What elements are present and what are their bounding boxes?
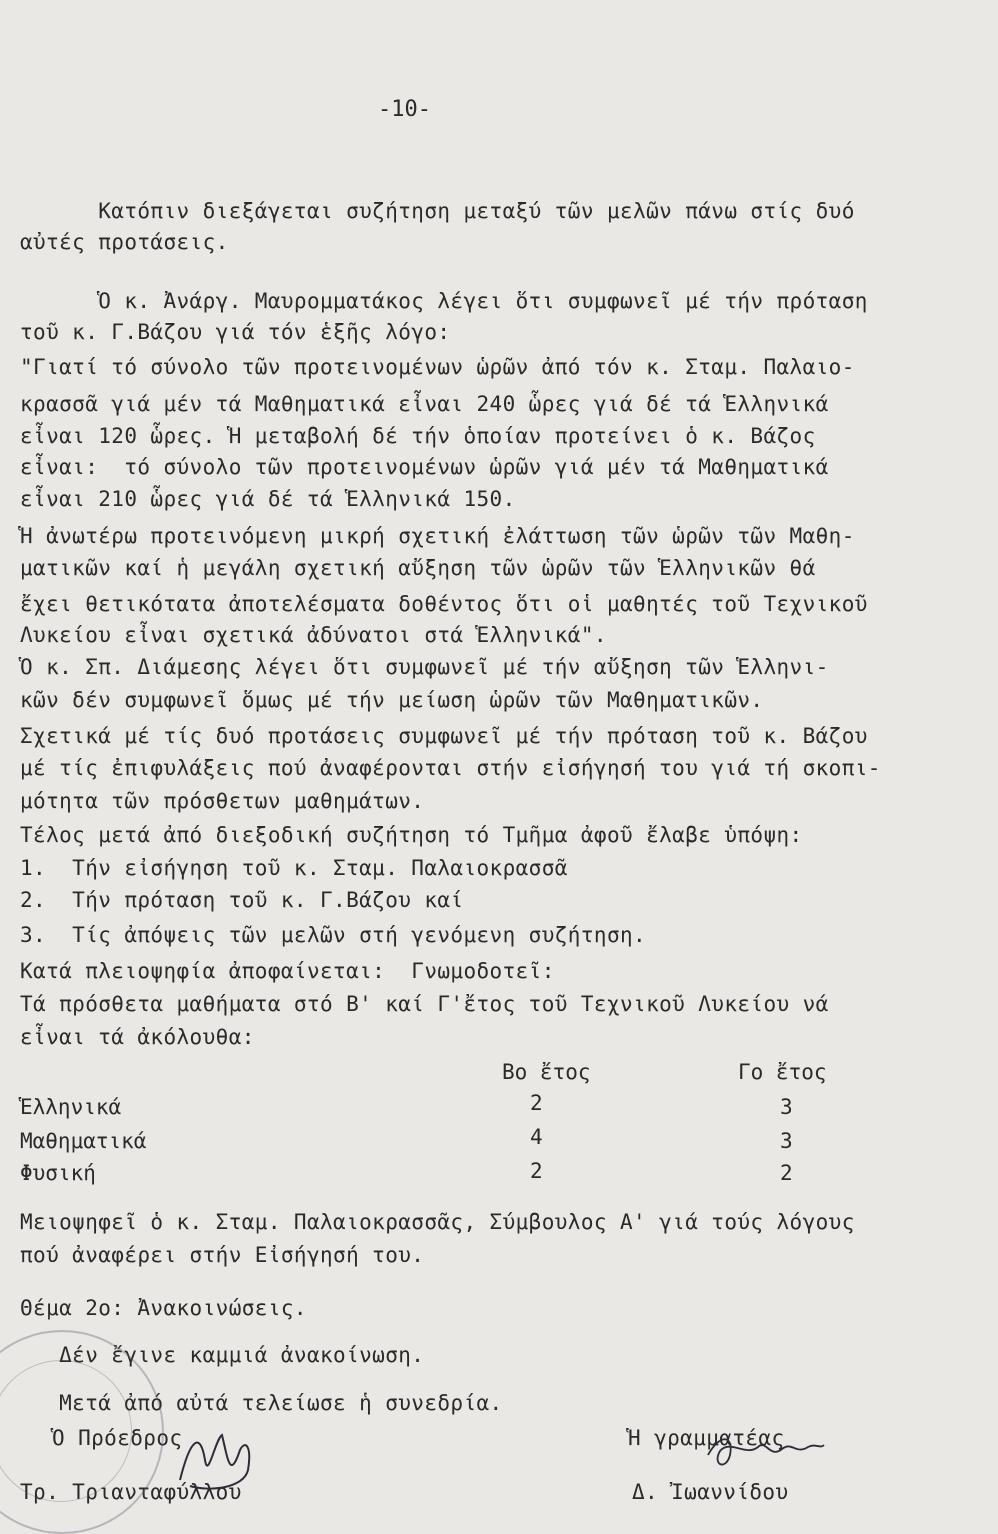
text-line: Σχετικά μέ τίς δυό προτάσεις συμφωνεῖ μέ τήν πρόταση τοῦ κ. Βάζου [20,724,868,748]
row-b-value: 2 [530,1091,543,1115]
text-line: Τέλος μετά ἀπό διεξοδική συζήτηση τό Τμῆμα ἀφοῦ ἔλαβε ὑπόψη: [20,823,803,847]
text-line: Κατόπιν διεξάγεται συζήτηση μεταξύ τῶν μελῶν πάνω στίς δυό [20,199,855,223]
text-line: Τά πρόσθετα μαθήματα στό Β' καί Γ'ἔτος τοῦ Τεχνικοῦ Λυκείου νά [20,992,829,1016]
text-line: ματικῶν καί ἡ μεγάλη σχετική αὔξηση τῶν ὡρῶν τῶν Ἑλληνικῶν θά [20,556,816,580]
president-signature-icon [170,1420,260,1500]
text-line: Ἡ ἀνωτέρω προτεινόμενη μικρή σχετική ἐλάττωση τῶν ὡρῶν τῶν Μαθη- [20,524,855,548]
row-c-value: 2 [780,1161,793,1185]
text-line: Ὁ κ. Σπ. Διάμεσης λέγει ὅτι συμφωνεῖ μέ τήν αὔξηση τῶν Ἑλληνι- [20,655,829,679]
text-line: τοῦ κ. Γ.Βάζου γιά τόν ἑξῆς λόγο: [20,320,451,344]
text-line: εἶναι τά ἀκόλουθα: [20,1025,255,1049]
text-line: εἶναι: τό σύνολο τῶν προτεινομένων ὡρῶν γιά μέν τά Μαθηματικά [20,455,829,479]
row-subject: Φυσική [20,1161,96,1185]
text-line: 3. Τίς ἀπόψεις τῶν μελῶν στή γενόμενη συζήτηση. [20,923,647,947]
text-line: 2. Τήν πρόταση τοῦ κ. Γ.Βάζου καί [20,888,464,912]
president-name: Τρ. Τριανταφύλλου [20,1480,242,1504]
text-line: εἶναι 120 ὧρες. Ἡ μεταβολή δέ τήν ὁποίαν προτείνει ὁ κ. Βάζος [20,424,816,448]
secretary-signature-icon [700,1425,830,1480]
secretary-name: Δ. Ἰωαννίδου [632,1480,789,1504]
president-title: Ὁ Πρόεδρος [52,1426,183,1450]
row-b-value: 2 [530,1159,543,1183]
text-line: αὐτές προτάσεις. [20,230,229,254]
text-line: Κατά πλειοψηφία ἀποφαίνεται: Γνωμοδοτεῖ: [20,959,555,983]
text-line: κῶν δέν συμφωνεῖ ὅμως μέ τήν μείωση ὡρῶν τῶν Μαθηματικῶν. [20,688,764,712]
text-line: μέ τίς ἐπιφυλάξεις πού ἀναφέρονται στήν εἰσήγησή του γιά τή σκοπι- [20,756,881,780]
text-line: "Γιατί τό σύνολο τῶν προτεινομένων ὡρῶν ἀπό τόν κ. Σταμ. Παλαιο- [20,355,855,379]
text-line: μότητα τῶν πρόσθετων μαθημάτων. [20,789,425,813]
text-line: 1. Τήν εἰσήγηση τοῦ κ. Σταμ. Παλαιοκρασσᾶ [20,856,568,880]
column-header-c-year: Γο ἔτος [738,1060,827,1084]
text-line: Μειοψηφεῖ ὁ κ. Σταμ. Παλαιοκρασσᾶς, Σύμβουλος Α' γιά τούς λόγους [20,1210,855,1234]
text-line: εἶναι 210 ὧρες γιά δέ τά Ἑλληνικά 150. [20,487,516,511]
row-c-value: 3 [780,1095,793,1119]
text-line: Λυκείου εἶναι σχετικά ἀδύνατοι στά Ἑλληνικά". [20,623,607,647]
row-c-value: 3 [780,1129,793,1153]
text-line: πού ἀναφέρει στήν Εἰσήγησή του. [20,1243,425,1267]
row-subject: Μαθηματικά [20,1129,147,1153]
text-line: κρασσᾶ γιά μέν τά Μαθηματικά εἶναι 240 ὧρες γιά δέ τά Ἑλληνικά [20,392,829,416]
text-line: Μετά ἀπό αὐτά τελείωσε ἡ συνεδρία. [20,1391,503,1415]
text-line: Δέν ἔγινε καμμιά ἀνακοίνωση. [20,1343,425,1367]
section-heading: Θέμα 2ο: Ἀνακοινώσεις. [20,1296,307,1320]
text-line: Ὁ κ. Ἀνάργ. Μαυρομματάκος λέγει ὅτι συμφωνεῖ μέ τήν πρόταση [20,289,868,313]
secretary-title: Ἡ γραμματέας [628,1426,785,1450]
column-header-b-year: Βο ἔτος [502,1060,591,1084]
page-number: -10- [378,97,431,122]
row-b-value: 4 [530,1125,543,1149]
text-line: ἔχει θετικότατα ἀποτελέσματα δοθέντος ὅτι οἱ μαθητές τοῦ Τεχνικοῦ [20,592,868,616]
row-subject: Ἑλληνικά [20,1095,122,1119]
